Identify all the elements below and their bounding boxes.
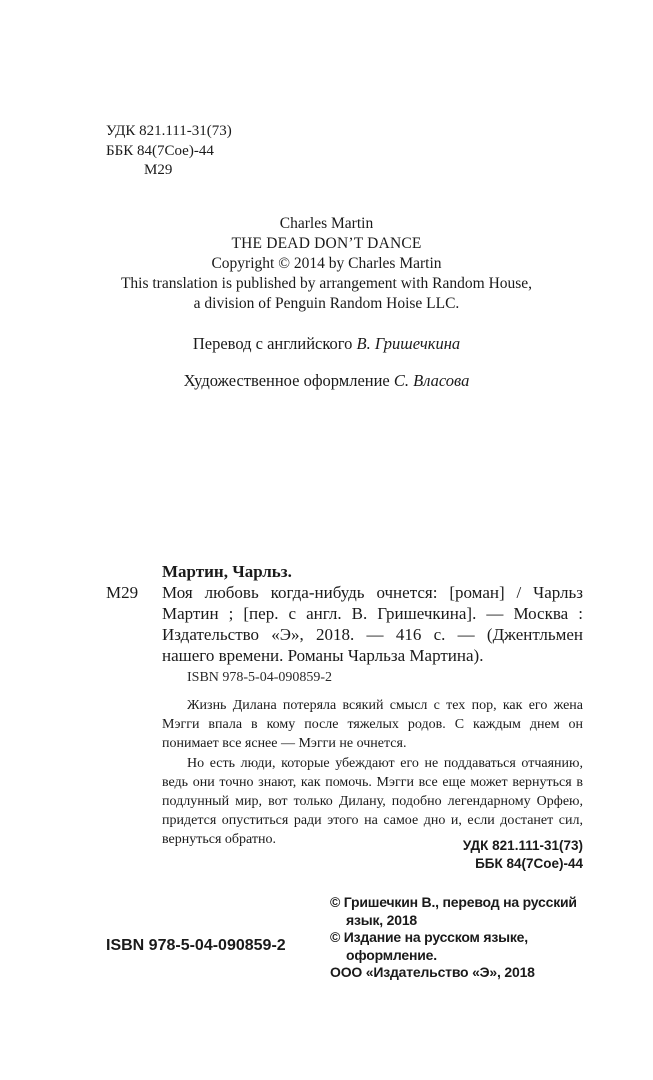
- edition-copyright-line-1: © Издание на русском языке, оформление.: [330, 929, 528, 963]
- udk-code: УДК 821.111-31(73): [106, 123, 232, 139]
- catalog-codes: [106, 122, 232, 181]
- translation-copyright: © Гришечкин В., перевод на русский язык, 2018: [330, 894, 577, 928]
- art-credit: [0, 371, 653, 391]
- arrangement-line-2: a division of Penguin Random Hoise LLC.: [193, 295, 460, 312]
- original-edition-block: [0, 214, 653, 314]
- translator-name: В. Гришечкина: [356, 334, 461, 353]
- bbk-code-right: ББК 84(7Сое)-44: [475, 855, 583, 871]
- arrangement-line-1: This translation is published by arrangement with Random House,: [120, 275, 533, 292]
- edition-copyright-line-2: ООО «Издательство «Э», 2018: [330, 964, 535, 980]
- bib-isbn: ISBN 978-5-04-090859-2: [187, 670, 333, 685]
- original-title: THE DEAD DON’T DANCE: [231, 235, 422, 252]
- isbn-footer: ISBN 978-5-04-090859-2: [106, 937, 286, 954]
- classification-right: [463, 837, 583, 872]
- bbk-code: ББК 84(7Сое)-44: [106, 142, 214, 159]
- annotation-paragraph-1: Жизнь Дилана потеряла всякий смысл с тех пор, как его жена Мэгги впала в кому после тяжелых родов. С каждым днем он понимает все яснее — Мэгги не очнется.: [162, 698, 583, 752]
- translation-label: Перевод с английского: [192, 334, 353, 353]
- translation-credit: [0, 334, 653, 354]
- rights-block: [330, 894, 583, 982]
- author-code: М29: [144, 162, 173, 178]
- udk-code-right: УДК 821.111-31(73): [462, 838, 583, 853]
- art-label: Художественное оформление: [183, 371, 390, 390]
- copyright-line: Copyright © 2014 by Charles Martin: [211, 255, 442, 272]
- original-author: Charles Martin: [279, 215, 374, 232]
- bib-description: Моя любовь когда-нибудь очнется: [роман] / Чарльз Мартин ; [пер. с англ. В. Гришечкина]. — Москва : Издательство «Э», 2018. — 416 с. — (Джентльмен нашего времени. Романы Чарльза Мартина).: [162, 583, 583, 665]
- bib-author-code: М29: [106, 583, 139, 602]
- annotation: [162, 696, 583, 850]
- bib-author-heading: Мартин, Чарльз.: [162, 562, 292, 581]
- annotation-paragraph-2: Но есть люди, которые убеждают его не поддаваться отчаянию, ведь они точно знают, как помочь. Мэгги все еще может вернуться в подлунный мир, вот только Дилану, подобно легендарному Орфею, придется опуститься ради этого на самое дно и, если достанет сил, вернуться обратно.: [162, 755, 583, 848]
- artist-name: С. Власова: [393, 371, 470, 390]
